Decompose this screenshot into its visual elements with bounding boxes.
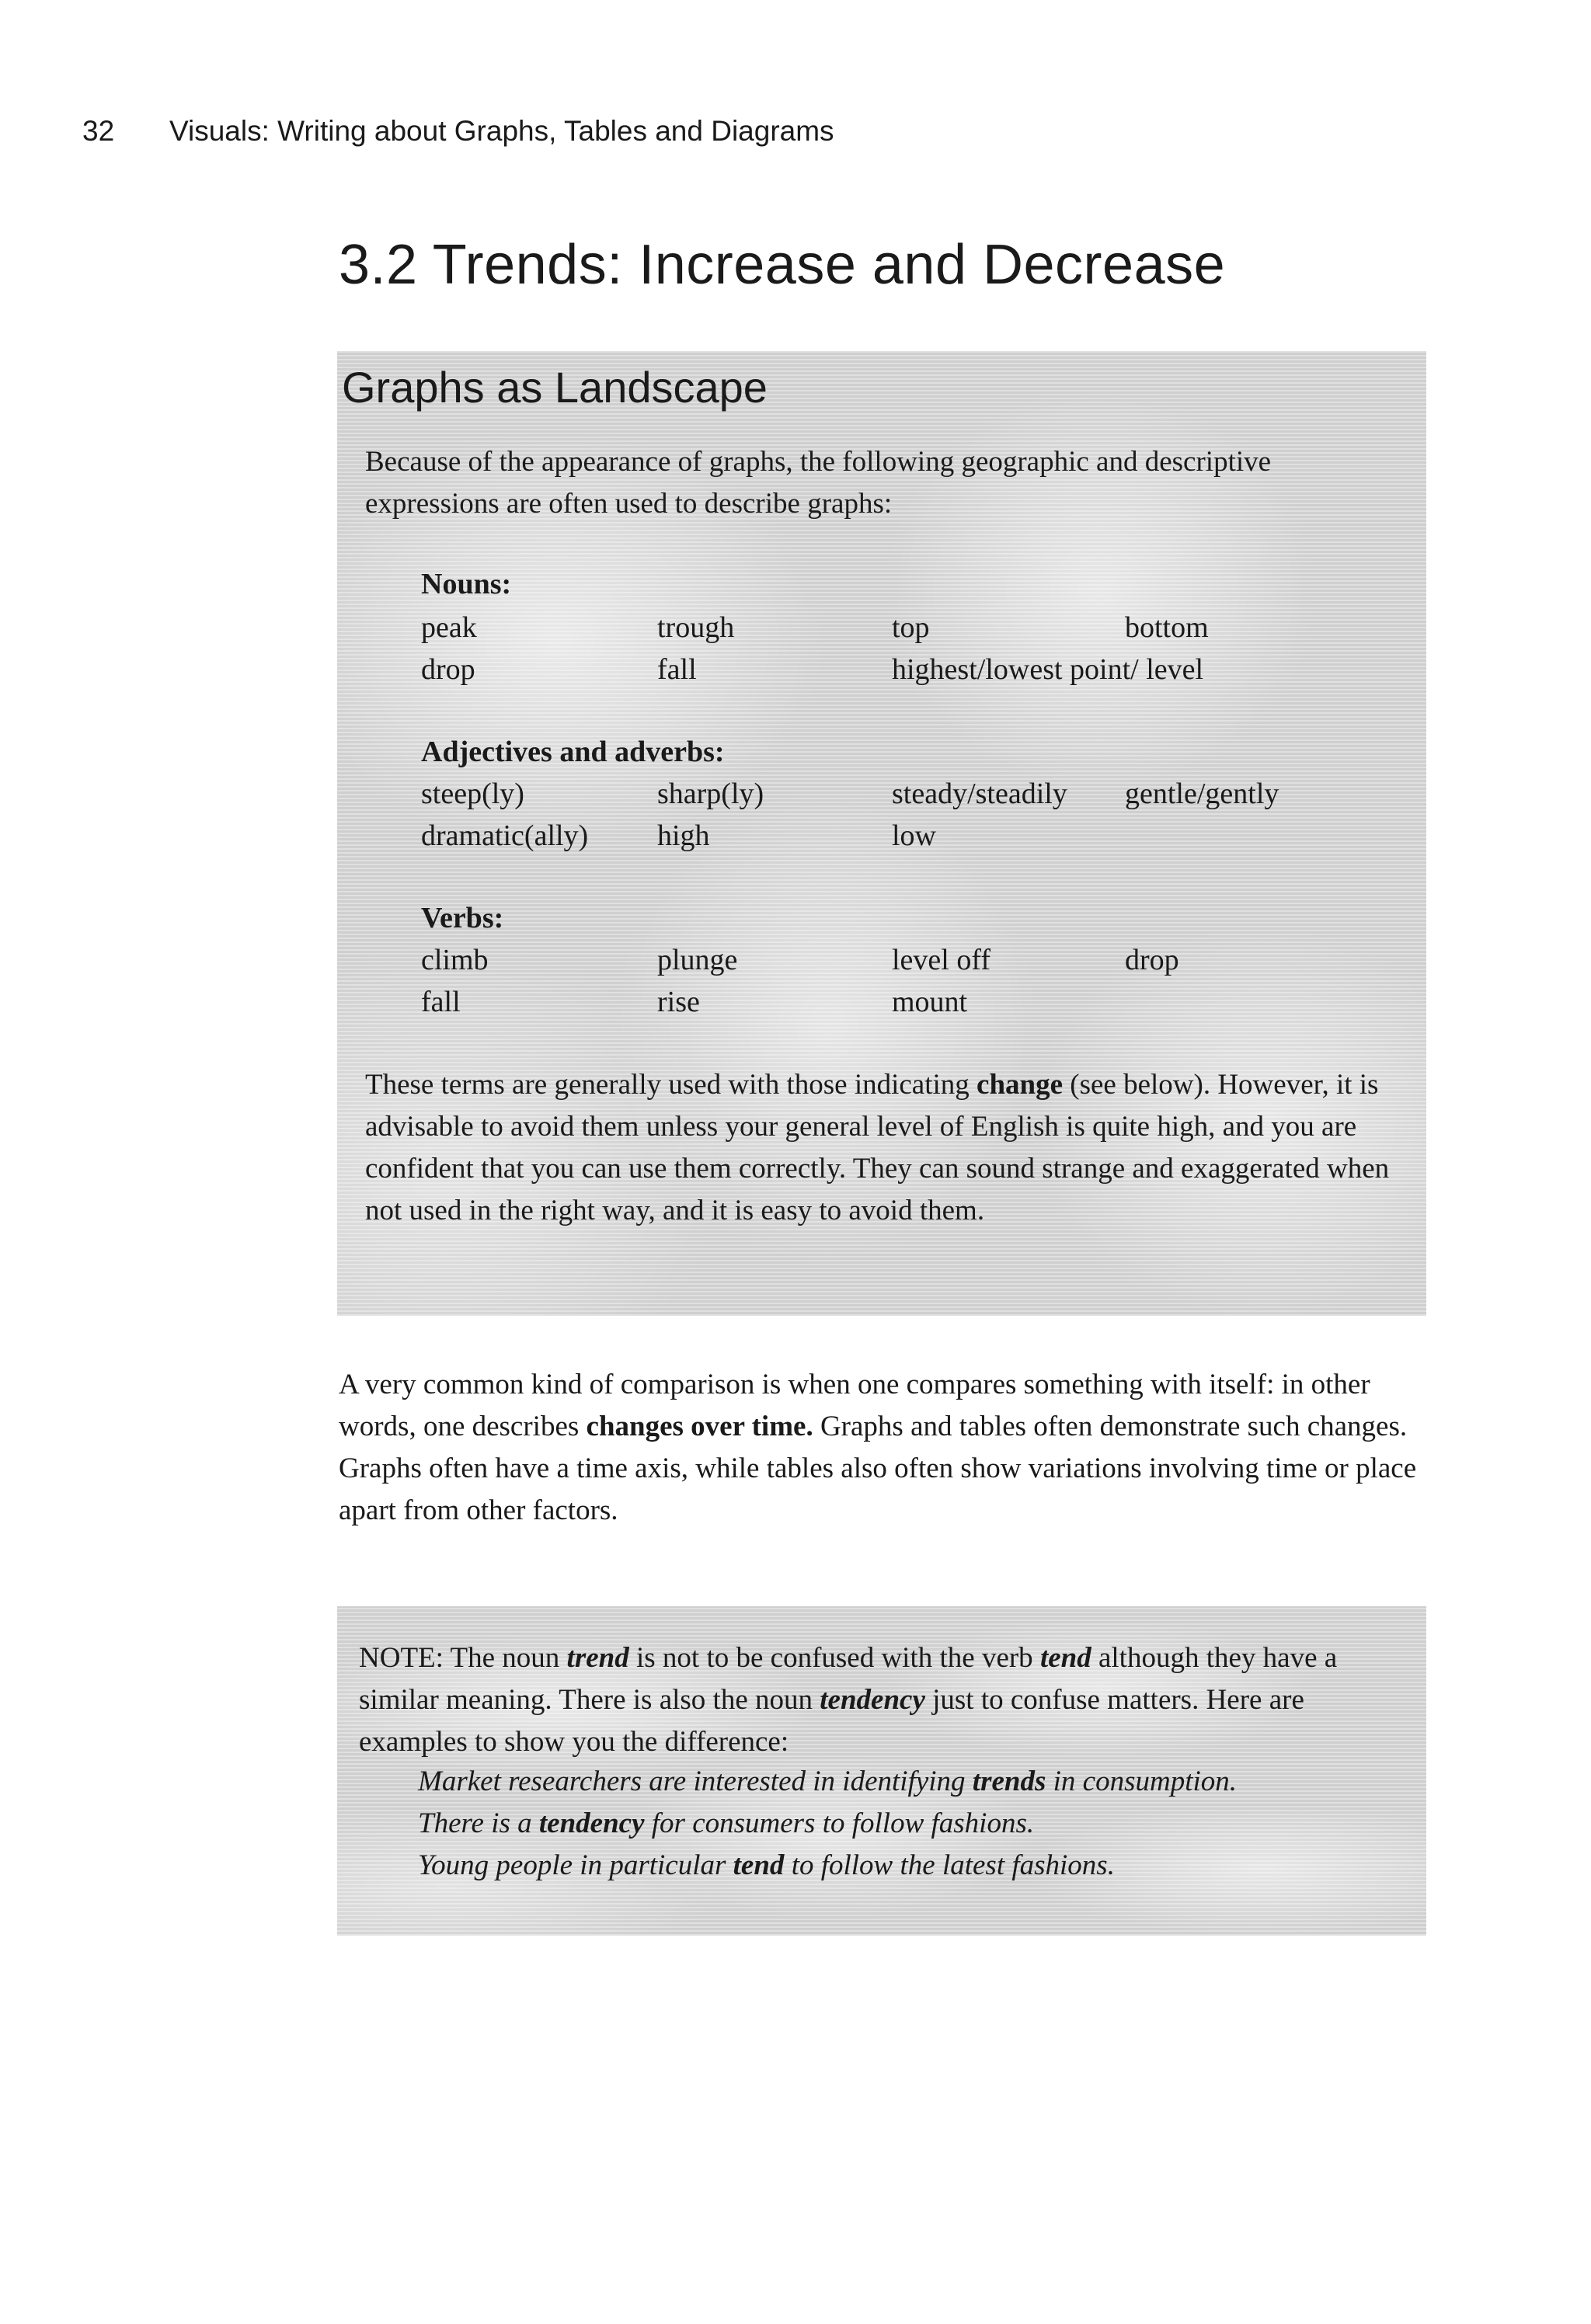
term: sharp(ly)	[657, 778, 764, 810]
term: gentle/gently	[1125, 778, 1279, 810]
example-text: There is a	[418, 1807, 539, 1839]
term: fall	[421, 986, 461, 1018]
note-paragraph	[359, 1637, 1415, 1763]
verbs-label: Verbs:	[421, 902, 504, 934]
note-word-tendency: tendency	[820, 1684, 925, 1716]
term: low	[892, 819, 936, 852]
term: level off	[892, 944, 990, 976]
term: steep(ly)	[421, 778, 524, 810]
note-word-tend: tend	[1039, 1642, 1091, 1674]
example-keyword: trends	[972, 1766, 1046, 1797]
term: peak	[421, 611, 477, 644]
term: rise	[657, 986, 700, 1018]
note-text: just to confuse matters. Here are examples to show you the difference:	[359, 1684, 1304, 1758]
section-heading: 3.2 Trends: Increase and Decrease	[339, 234, 1226, 296]
term: climb	[421, 944, 489, 976]
example-text: Market researchers are interested in identifying	[418, 1766, 973, 1797]
example-keyword: tend	[733, 1849, 785, 1881]
example-text: in consumption.	[1046, 1766, 1238, 1797]
term: high	[657, 819, 710, 852]
term: steady/steadily	[892, 778, 1067, 810]
intro-paragraph: Because of the appearance of graphs, the following geographic and descriptive expressions are often used to describe graphs:	[365, 446, 1272, 520]
closing-text: (see below). However, it is advisable to avoid them unless your general level of English is quite high, and you are confident that you can use them correctly. They can sound strange and exaggerated when not used in the right way, and it is easy to avoid them.	[365, 1069, 1390, 1226]
term: top	[892, 611, 930, 644]
example-sentence	[418, 1807, 1034, 1840]
note-text: although they have a similar meaning. There is also the noun	[359, 1642, 1338, 1716]
term: dramatic(ally)	[421, 819, 589, 852]
example-text: to follow the latest fashions.	[784, 1849, 1115, 1881]
example-keyword: tendency	[538, 1807, 645, 1839]
nouns-label: Nouns:	[421, 568, 512, 600]
term: mount	[892, 986, 968, 1018]
body-text: Graphs and tables often demonstrate such changes. Graphs often have a time axis, while tables also often show variations involving time or place apart from other factors.	[339, 1411, 1417, 1526]
body-bold: changes over time.	[586, 1411, 813, 1442]
term: fall	[657, 653, 697, 686]
note-word-trend: trend	[566, 1642, 629, 1674]
box-title: Graphs as Landscape	[342, 363, 768, 412]
note-text: is not to be confused with the verb	[628, 1642, 1040, 1674]
term: plunge	[657, 944, 738, 976]
term: bottom	[1125, 611, 1209, 644]
running-title: Visuals: Writing about Graphs, Tables and Diagrams	[169, 115, 834, 147]
example-text: Young people in particular	[418, 1849, 733, 1881]
term: trough	[657, 611, 735, 644]
note-label: NOTE:	[359, 1642, 444, 1674]
term: drop	[421, 653, 475, 686]
page-number: 32	[82, 115, 115, 147]
example-sentence	[418, 1849, 1115, 1882]
term: highest/lowest point/ level	[892, 653, 1204, 686]
body-text: A very common kind of comparison is when one compares something with itself: in other words, one describes	[339, 1369, 1370, 1442]
note-text: The noun	[443, 1642, 567, 1674]
body-paragraph	[339, 1364, 1426, 1532]
example-sentence	[418, 1765, 1237, 1798]
adjectives-label: Adjectives and adverbs:	[421, 736, 725, 768]
closing-bold: change	[977, 1069, 1064, 1101]
closing-text: These terms are generally used with those indicating	[365, 1069, 977, 1101]
example-text: for consumers to follow fashions.	[644, 1807, 1035, 1839]
term: drop	[1125, 944, 1179, 976]
closing-paragraph	[365, 1064, 1414, 1232]
